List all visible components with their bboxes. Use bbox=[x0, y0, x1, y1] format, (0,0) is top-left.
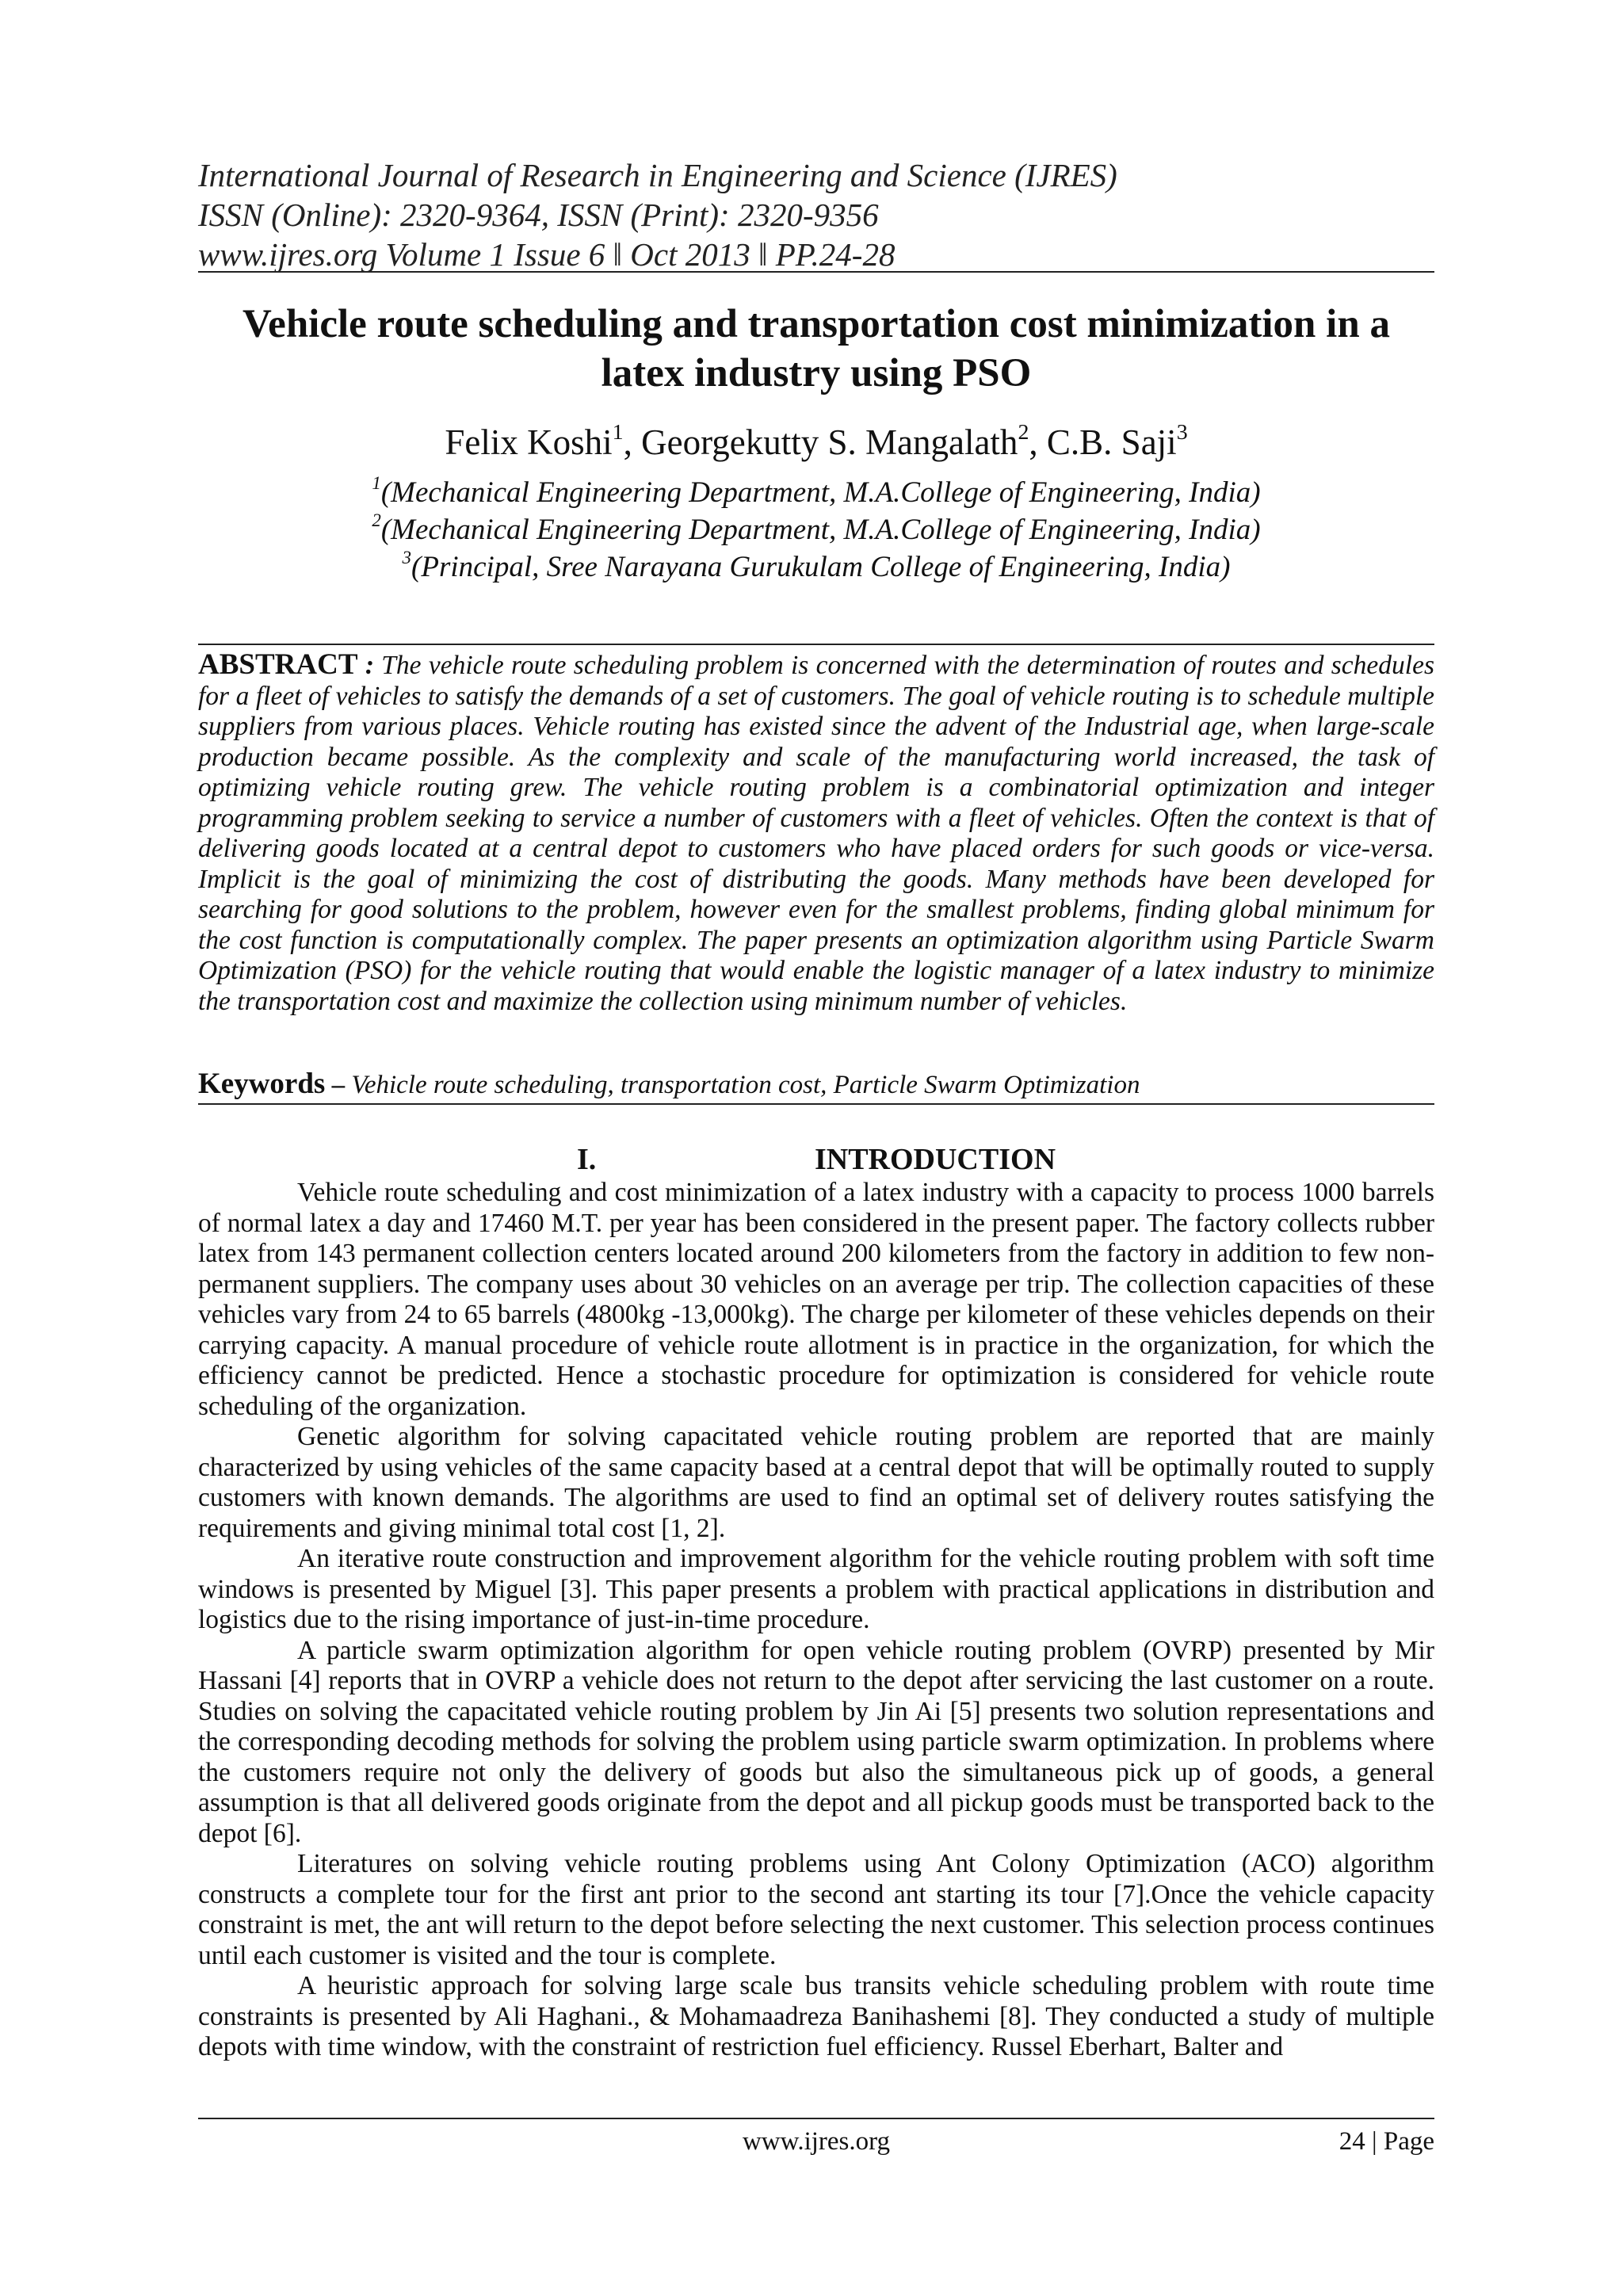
affiliation-text: (Mechanical Engineering Department, M.A.College of Engineering, India) bbox=[380, 514, 1261, 546]
affiliation-text: (Mechanical Engineering Department, M.A.College of Engineering, India) bbox=[380, 476, 1261, 509]
keywords-rule bbox=[198, 1103, 1434, 1105]
journal-issn: ISSN (Online): 2320-9364, ISSN (Print): 2320-9356 bbox=[198, 197, 879, 233]
section-title: INTRODUCTION bbox=[814, 1143, 1056, 1176]
author-name: C.B. Saji bbox=[1046, 422, 1177, 462]
paragraph: An iterative route construction and improvement algorithm for the vehicle routing problem with soft time windows is presented by Miguel [3]. This paper presents a problem with practical applications in distribution and logistics due to the rising importance of just-in-time procedure. bbox=[198, 1544, 1434, 1634]
abstract-separator: : bbox=[357, 651, 382, 680]
keywords-label: Keywords bbox=[198, 1068, 326, 1100]
paragraph: A heuristic approach for solving large scale bus transits vehicle scheduling problem with route time constraints is presented by Ali Haghani., & Mohamaadreza Banihashemi [8]. They conducted a study of multiple depots with time window, with the constraint of restriction fuel efficiency. Russel Eberhart, Balter and bbox=[198, 1971, 1434, 2061]
author-name: Georgekutty S. Mangalath bbox=[641, 422, 1018, 462]
section-heading bbox=[198, 1141, 1434, 1178]
affiliation bbox=[198, 474, 1434, 511]
keywords-text: Vehicle route scheduling, transportation cost, Particle Swarm Optimization bbox=[351, 1071, 1140, 1099]
paragraph: A particle swarm optimization algorithm for open vehicle routing problem (OVRP) presented by Mir Hassani [4] reports that in OVRP a vehicle does not return to the depot after servicing the last customer on a route. Studies on solving the capacitated vehicle routing problem by Jin Ai [5] presents two solution representations and the corresponding decoding methods for solving the problem using particle swarm optimization. In problems where the customers require not only the delivery of goods but also the simultaneous pick up of goods, a general assumption is that all delivered goods originate from the depot and all pickup goods must be transported back to the depot [6]. bbox=[198, 1635, 1434, 1848]
abstract-top-rule bbox=[198, 644, 1434, 645]
paragraph: Vehicle route scheduling and cost minimization of a latex industry with a capacity to process 1000 barrels of normal latex a day and 17460 M.T. per year has been considered in the present paper. The factory collects rubber latex from 143 permanent collection centers located around 200 kilometers from the factory in addition to few non-permanent suppliers. The company uses about 30 vehicles on an average per trip. The collection capacities of these vehicles vary from 24 to 65 barrels (4800kg -13,000kg). The charge per kilometer of these vehicles depends on their carrying capacity. A manual procedure of vehicle route allotment is in practice in the organization, for which the efficiency cannot be predicted. Hence a stochastic procedure for optimization is considered for vehicle route scheduling of the organization. bbox=[198, 1178, 1434, 1421]
author-affil-mark: 2 bbox=[1018, 420, 1029, 445]
header-rule bbox=[198, 271, 1434, 273]
affiliation-text: (Principal, Sree Narayana Gurukulam College of Engineering, India) bbox=[411, 551, 1231, 583]
journal-volume: www.ijres.org Volume 1 Issue 6 ǁ Oct 2013 ǁ PP.24-28 bbox=[198, 236, 896, 273]
keywords-separator: – bbox=[325, 1071, 352, 1099]
paragraph: Genetic algorithm for solving capacitated vehicle routing problem are reported that are mainly characterized by using vehicles of the same capacity based at a central depot that will be optimally routed to supply customers with known demands. The algorithms are used to find an optimal set of delivery routes satisfying the requirements and giving minimal total cost [1, 2]. bbox=[198, 1422, 1434, 1543]
journal-header bbox=[198, 155, 1434, 274]
author-separator: , bbox=[1029, 422, 1047, 462]
author-list bbox=[198, 420, 1434, 464]
section-number: I. bbox=[576, 1143, 597, 1176]
affiliation-list bbox=[198, 474, 1434, 586]
footer-rule bbox=[198, 2118, 1434, 2119]
paper-title: Vehicle route scheduling and transportation cost minimization in a latex industry using PSO bbox=[242, 302, 1390, 395]
abstract-label: ABSTRACT bbox=[198, 648, 358, 681]
author-separator: , bbox=[623, 422, 642, 462]
abstract-text: The vehicle route scheduling problem is concerned with the determination of routes and schedules for a fleet of vehicles to satisfy the demands of a set of customers. The goal of vehicle routing is to schedule multiple suppliers from various places. Vehicle routing has existed since the advent of the Industrial age, when large-scale production became possible. As the complexity and scale of the manufacturing world increased, the task of optimizing vehicle routing grew. The vehicle routing problem is a combinatorial optimization and integer programming problem seeking to service a number of customers with a fleet of vehicles. Often the context is that of delivering goods located at a central depot to customers who have placed orders for such goods or vice-versa. Implicit is the goal of minimizing the cost of distributing the goods. Many methods have been developed for searching for good solutions to the problem, however even for the smallest problems, finding global minimum for the cost function is computationally complex. The paper presents an optimization algorithm using Particle Swarm Optimization (PSO) for the vehicle routing that would enable the logistic manager of a latex industry to minimize the transportation cost and maximize the collection using minimum number of vehicles. bbox=[198, 651, 1435, 1016]
affiliation-mark: 3 bbox=[402, 548, 412, 568]
affiliation-mark: 2 bbox=[372, 510, 381, 531]
affiliation-mark: 1 bbox=[372, 473, 381, 494]
affiliation bbox=[198, 511, 1434, 548]
journal-name: International Journal of Research in Engineering and Science (IJRES) bbox=[198, 157, 1117, 193]
footer-page-number: 24 | Page bbox=[1338, 2127, 1434, 2156]
author-name: Felix Koshi bbox=[445, 422, 613, 462]
abstract bbox=[198, 650, 1434, 1017]
footer-website: www.ijres.org bbox=[742, 2127, 891, 2156]
introduction-body bbox=[198, 1178, 1434, 2063]
author-affil-mark: 1 bbox=[612, 420, 624, 445]
keywords bbox=[198, 1068, 1434, 1101]
paragraph: Literatures on solving vehicle routing problems using Ant Colony Optimization (ACO) algorithm constructs a complete tour for the first ant prior to the second ant starting its tour [7].Once the vehicle capacity constraint is met, the ant will return to the depot before selecting the next customer. This selection process continues until each customer is visited and the tour is complete. bbox=[198, 1849, 1434, 1970]
author-affil-mark: 3 bbox=[1176, 420, 1188, 445]
affiliation bbox=[198, 548, 1434, 586]
